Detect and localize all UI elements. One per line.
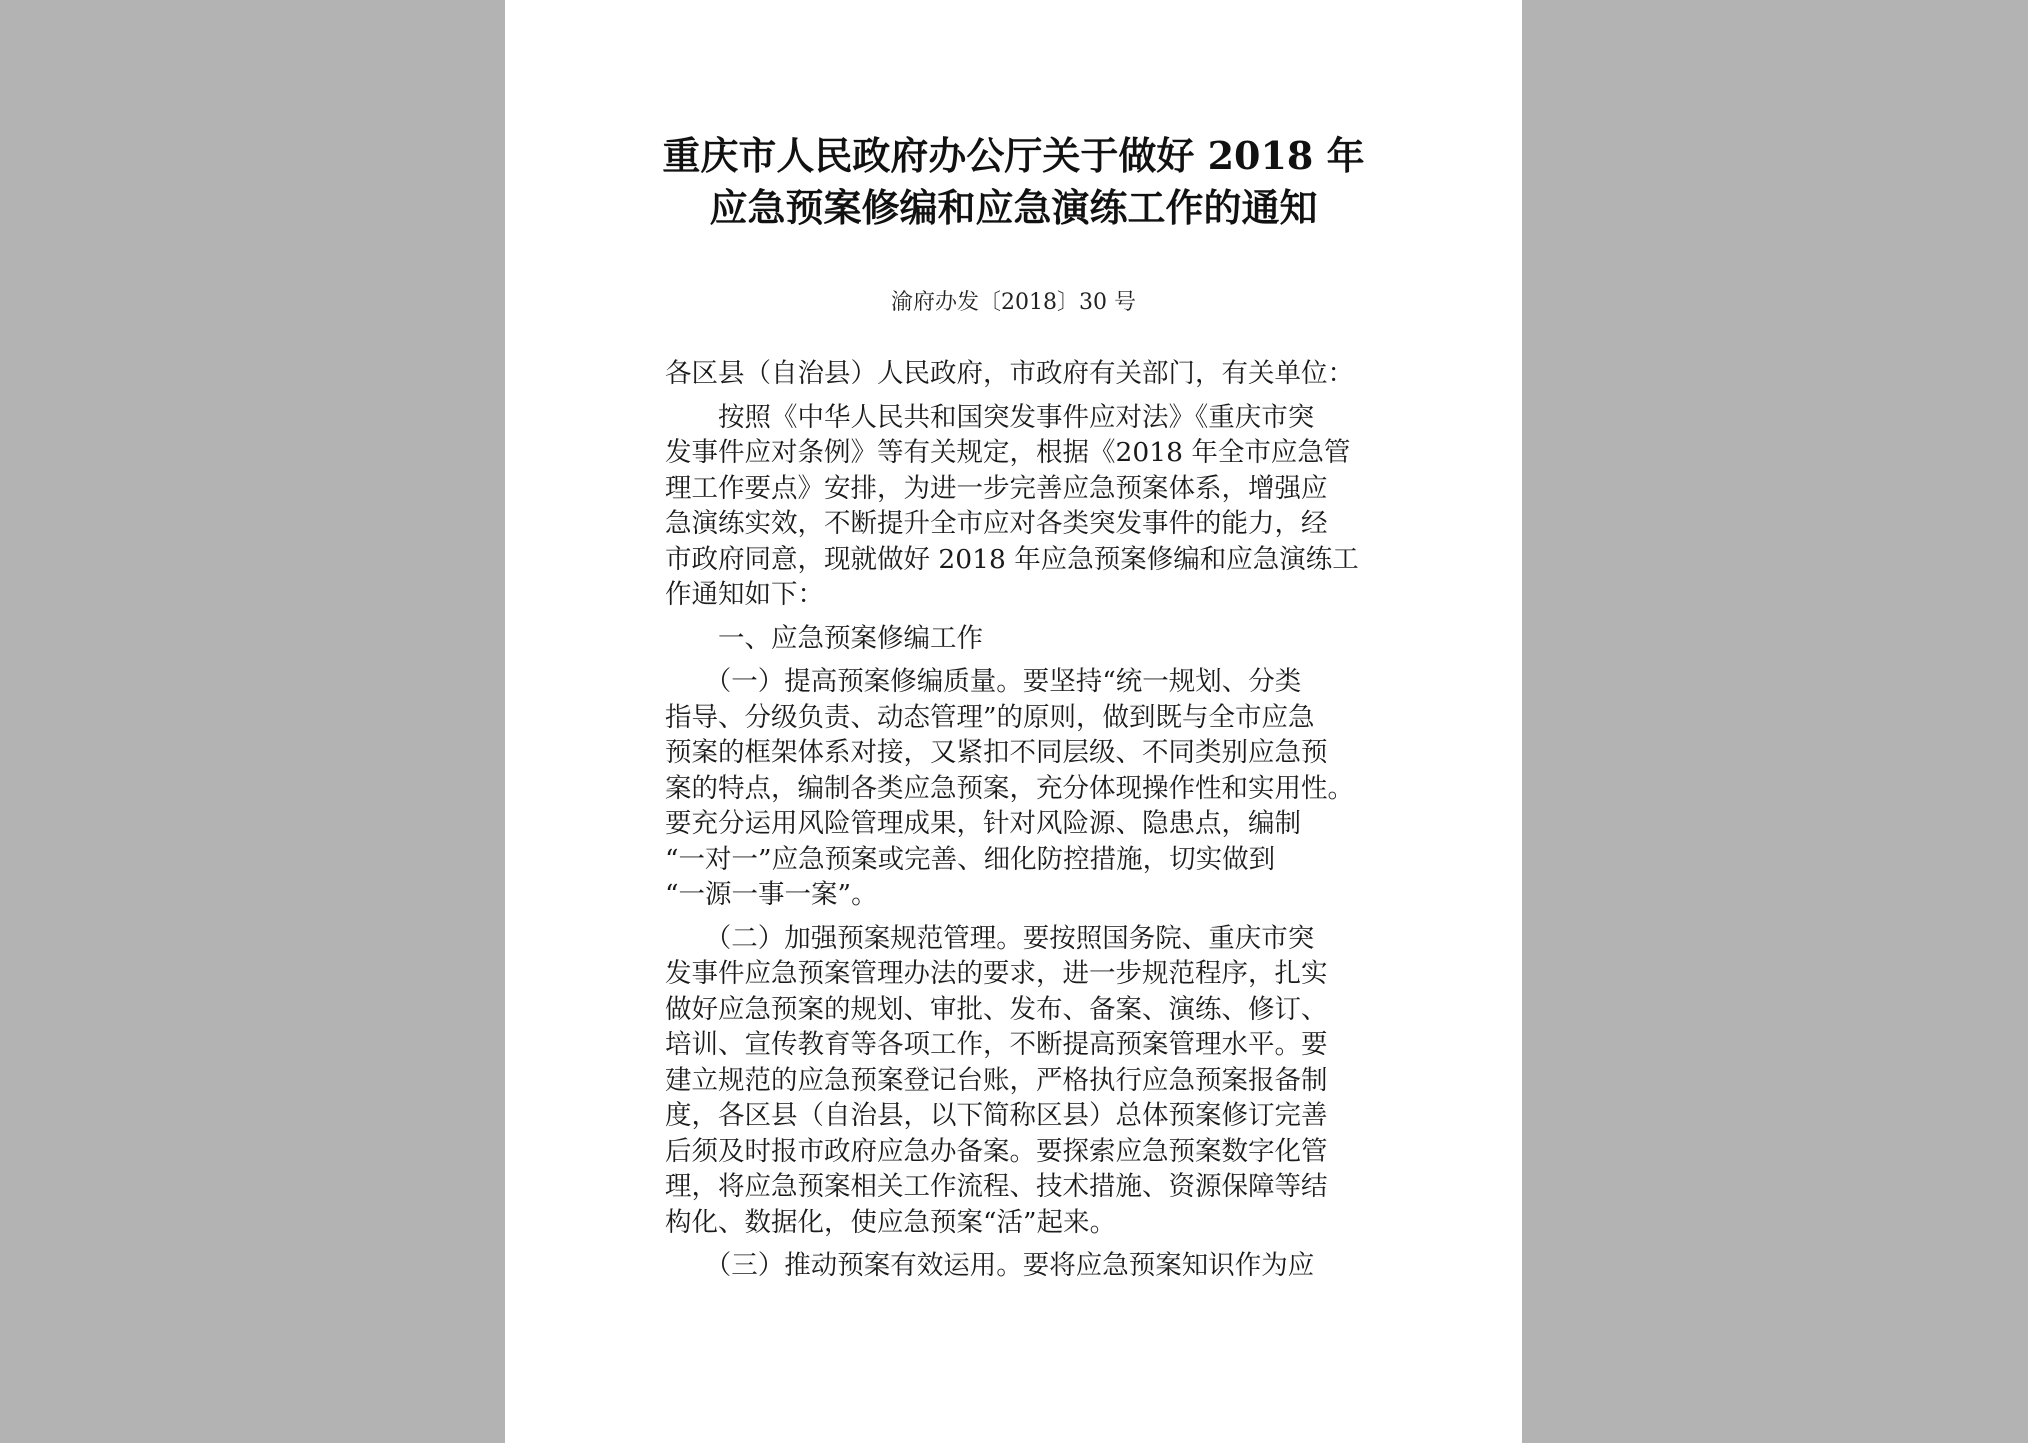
document-title: [505, 130, 1522, 234]
paragraph-gap: [665, 913, 1400, 921]
title-line-2: 应急预案修编和应急演练工作的通知: [709, 185, 1318, 230]
paragraph-3-line: “一源一事一案”。: [665, 879, 878, 910]
paragraph-gap: [665, 613, 1400, 621]
document-number: 渝府办发〔2018〕30 号: [891, 290, 1136, 315]
paragraph-gap: [665, 656, 1400, 664]
paragraph-4-line: （二）加强预案规范管理。要按照国务院、重庆市突: [665, 922, 1315, 954]
paragraph-4-line: 后须及时报市政府应急办备案。要探索应急预案数字化管: [665, 1135, 1328, 1167]
addressee-line: 各区县（自治县）人民政府，市政府有关部门，有关单位：: [665, 358, 1354, 389]
paragraph-1-line: 作通知如下：: [665, 579, 824, 610]
paragraph-1-line: 急演练实效，不断提升全市应对各类突发事件的能力，经: [665, 508, 1328, 539]
document-page: [505, 0, 1522, 1443]
paragraph-5-line: （三）推动预案有效运用。要将应急预案知识作为应: [665, 1250, 1315, 1281]
paragraph-4-line: 构化、数据化，使应急预案“活”起来。: [665, 1206, 1117, 1238]
title-line-1: 重庆市人民政府办公厅关于做好 2018 年: [662, 133, 1365, 178]
paragraph-3-line: “一对一”应急预案或完善、细化防控措施，切实做到: [665, 843, 1276, 875]
paragraph-3-line: 指导、分级负责、动态管理”的原则，做到既与全市应急: [665, 701, 1315, 733]
paragraph-4-line: 发事件应急预案管理办法的要求，进一步规范程序，扎实: [665, 958, 1328, 989]
paragraph-2-line: 一、应急预案修编工作: [665, 622, 983, 654]
paragraph-3-line: 案的特点，编制各类应急预案，充分体现操作性和实用性。: [665, 772, 1354, 804]
paragraph-1-line: 发事件应对条例》等有关规定，根据《2018 年全市应急管: [665, 437, 1351, 468]
paragraph-4-line: 理，将应急预案相关工作流程、技术措施、资源保障等结: [665, 1171, 1328, 1202]
paragraph-4-line: 建立规范的应急预案登记台账，严格执行应急预案报备制: [665, 1064, 1328, 1096]
paragraph-1-line: 理工作要点》安排，为进一步完善应急预案体系，增强应: [665, 472, 1328, 504]
paragraph-3-line: （一）提高预案修编质量。要坚持“统一规划、分类: [665, 666, 1302, 697]
document-body: [665, 356, 1400, 1284]
paragraph-4-line: 做好应急预案的规划、审批、发布、备案、演练、修订、: [665, 993, 1328, 1025]
paragraph-3-line: 要充分运用风险管理成果，针对风险源、隐患点，编制: [665, 808, 1301, 839]
paragraph-1-line: 市政府同意，现就做好 2018 年应急预案修编和应急演练工: [665, 543, 1359, 575]
paragraph-gap: [665, 1240, 1400, 1248]
paragraph-4-line: 度，各区县（自治县，以下简称区县）总体预案修订完善: [665, 1100, 1328, 1131]
paragraph-4-line: 培训、宣传教育等各项工作，不断提高预案管理水平。要: [665, 1029, 1328, 1060]
paragraph-1-line: 按照《中华人民共和国突发事件应对法》《重庆市突: [665, 401, 1315, 433]
paragraph-3-line: 预案的框架体系对接，又紧扣不同层级、不同类别应急预: [665, 737, 1328, 768]
paragraph-gap: [665, 392, 1400, 400]
